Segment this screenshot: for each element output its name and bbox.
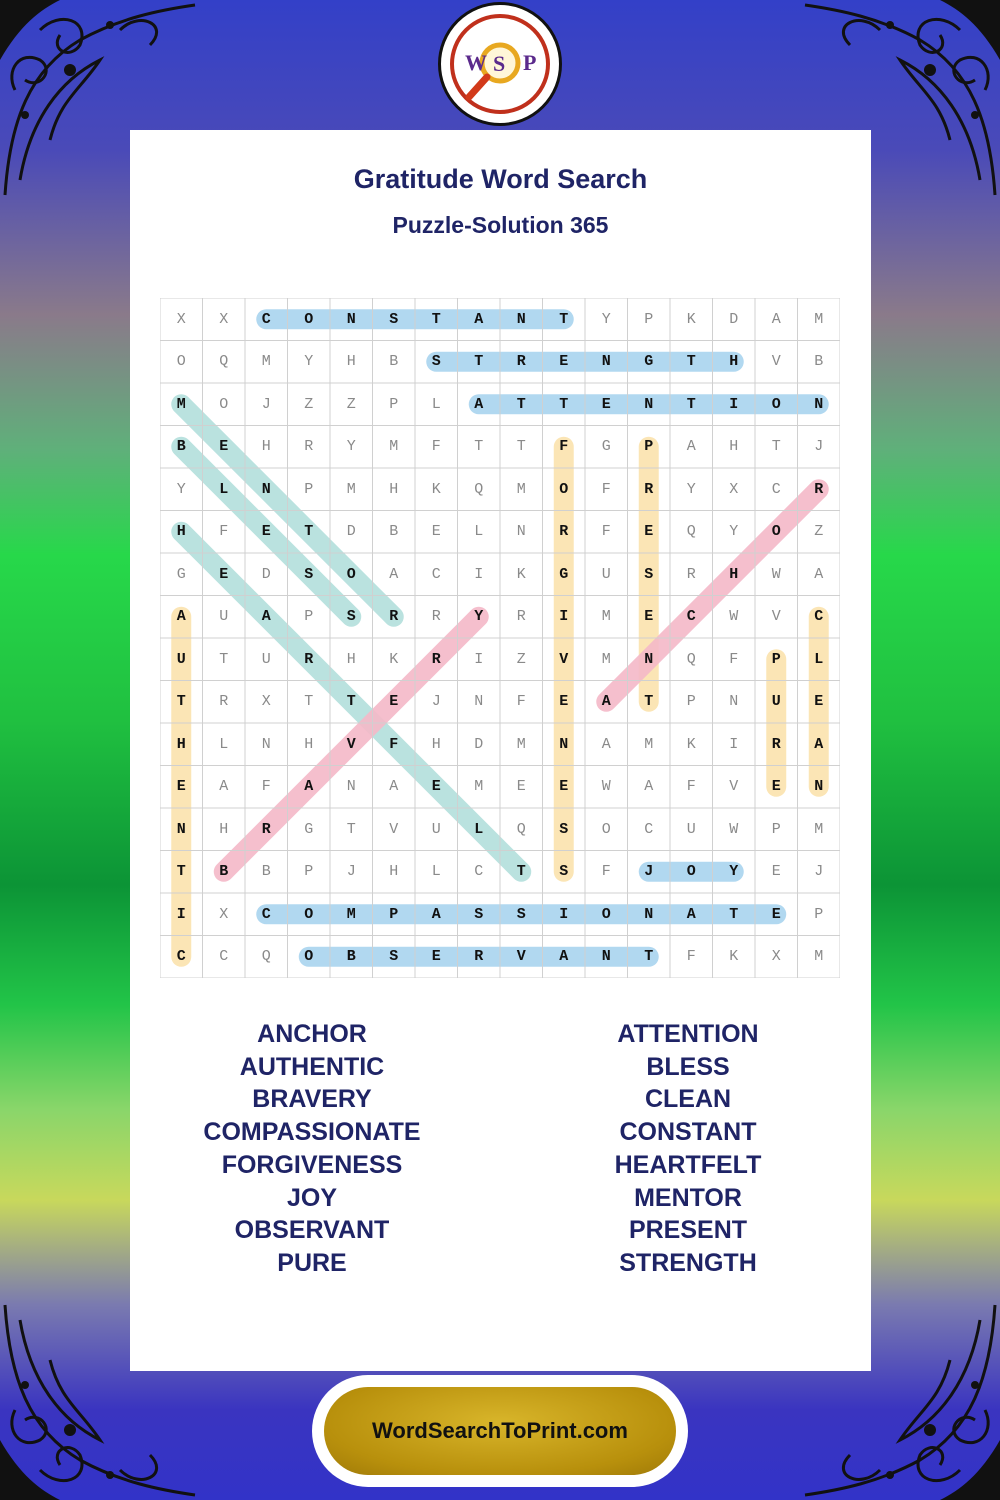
grid-letter: Q xyxy=(261,948,271,966)
grid-letter: M xyxy=(474,778,484,796)
grid-letter: S xyxy=(389,948,399,966)
grid-letter: R xyxy=(559,523,569,541)
grid-letter: L xyxy=(474,820,484,838)
grid-letter: V xyxy=(729,778,739,796)
grid-letter: T xyxy=(431,310,441,328)
grid-letter: I xyxy=(729,735,739,753)
grid-letter: I xyxy=(474,565,484,583)
grid-letter: H xyxy=(389,863,399,881)
grid-letter: M xyxy=(601,608,611,626)
grid-letter: F xyxy=(559,438,569,456)
grid-letter: S xyxy=(304,565,314,583)
grid-letter: M xyxy=(516,480,526,498)
grid-letter: N xyxy=(814,778,824,796)
grid-letter: Y xyxy=(686,480,696,498)
grid-letter: K xyxy=(686,735,696,753)
grid-letter: L xyxy=(431,863,441,881)
grid-letter: A xyxy=(686,438,696,456)
grid-letter: N xyxy=(176,820,186,838)
grid-letter: N xyxy=(559,735,569,753)
grid-letter: X xyxy=(771,948,781,966)
grid-letter: Y xyxy=(729,863,739,881)
grid-letter: P xyxy=(814,905,824,923)
word-list-item: FORGIVENESS xyxy=(221,1150,403,1179)
grid-letter: O xyxy=(304,905,314,923)
grid-letter: Q xyxy=(686,650,696,668)
grid-letter: C xyxy=(261,905,271,923)
word-list-left xyxy=(147,1018,477,1280)
word-list-item: ATTENTION xyxy=(617,1020,759,1048)
grid-letter: A xyxy=(601,735,611,753)
grid-letter: R xyxy=(644,480,654,498)
grid-letter: N xyxy=(261,480,271,498)
grid-letter: M xyxy=(601,650,611,668)
grid-letter: V xyxy=(346,735,356,753)
word-list-item: MENTOR xyxy=(634,1183,742,1212)
grid-letter: I xyxy=(559,905,569,923)
grid-letter: V xyxy=(516,948,526,966)
grid-letter: S xyxy=(559,820,569,838)
grid-letter: B xyxy=(814,353,824,371)
word-list-item: HEARTFELT xyxy=(614,1150,762,1179)
grid-letter: T xyxy=(686,353,696,371)
grid-letter: W xyxy=(729,608,739,626)
grid-letter: T xyxy=(559,395,569,413)
grid-letter: T xyxy=(346,693,356,711)
grid-letter: G xyxy=(304,820,314,838)
grid-letter: S xyxy=(474,905,484,923)
grid-letter: O xyxy=(771,395,781,413)
grid-letter: G xyxy=(559,565,569,583)
grid-letter: U xyxy=(176,650,186,668)
page-title: Gratitude Word Search xyxy=(353,164,648,194)
grid-letter: R xyxy=(431,650,441,668)
grid-letter: E xyxy=(261,523,271,541)
grid-letter: C xyxy=(644,820,654,838)
grid-letter: H xyxy=(729,353,739,371)
grid-letter: F xyxy=(729,650,739,668)
grid-letter: X xyxy=(176,310,186,328)
grid-letter: V xyxy=(559,650,569,668)
grid-letter: F xyxy=(686,778,696,796)
grid-letter: F xyxy=(219,523,229,541)
grid-letter: N xyxy=(346,310,356,328)
grid-letter: C xyxy=(686,608,696,626)
grid-letter: R xyxy=(261,820,271,838)
word-list-item: PURE xyxy=(277,1248,347,1277)
grid-letter: I xyxy=(474,650,484,668)
grid-letter: D xyxy=(261,565,271,583)
grid-letter: X xyxy=(729,480,739,498)
grid-letter: U xyxy=(601,565,611,583)
grid-letter: N xyxy=(814,395,824,413)
grid-letter: E xyxy=(219,565,229,583)
grid-letter: A xyxy=(814,735,824,753)
grid-letter: P xyxy=(304,608,314,626)
grid-letter: T xyxy=(516,395,526,413)
grid-letter: F xyxy=(516,693,526,711)
grid-letter: Z xyxy=(814,523,824,541)
grid-letter: F xyxy=(601,480,611,498)
grid-letter: F xyxy=(261,778,271,796)
grid-letter: B xyxy=(176,438,186,456)
page-subtitle: Puzzle-Solution 365 xyxy=(392,212,609,238)
grid-letter: O xyxy=(601,905,611,923)
grid-letter: O xyxy=(219,395,229,413)
logo-letter-w: W xyxy=(465,50,487,75)
grid-letter: P xyxy=(304,863,314,881)
grid-letter: F xyxy=(601,863,611,881)
grid-letter: G xyxy=(176,565,186,583)
letter-grid xyxy=(160,298,840,978)
site-link[interactable]: WordSearchToPrint.com xyxy=(324,1387,676,1475)
grid-letter: S xyxy=(559,863,569,881)
grid-letter: T xyxy=(729,905,739,923)
grid-letter: T xyxy=(559,310,569,328)
grid-letter: O xyxy=(304,948,314,966)
grid-letter: N xyxy=(601,353,611,371)
grid-letter: E xyxy=(176,778,186,796)
word-list-item: BLESS xyxy=(646,1052,730,1081)
grid-letter: I xyxy=(176,905,186,923)
grid-letter: R xyxy=(686,565,696,583)
grid-letter: O xyxy=(771,523,781,541)
grid-letter: O xyxy=(304,310,314,328)
grid-letter: S xyxy=(389,310,399,328)
grid-letter: J xyxy=(261,395,271,413)
grid-letter: M xyxy=(176,395,186,413)
grid-letter: Z xyxy=(346,395,356,413)
grid-letter: X xyxy=(219,905,229,923)
grid-letter: E xyxy=(389,693,399,711)
grid-letter: G xyxy=(644,353,654,371)
grid-letter: E xyxy=(644,523,654,541)
magnifier-logo-icon xyxy=(441,5,559,123)
grid-letter: A xyxy=(261,608,271,626)
grid-letter: T xyxy=(474,438,484,456)
grid-letter: E xyxy=(601,395,611,413)
grid-letter: Y xyxy=(304,353,314,371)
grid-letter: O xyxy=(346,565,356,583)
grid-letter: M xyxy=(261,353,271,371)
grid-letter: O xyxy=(176,353,186,371)
grid-letter: E xyxy=(431,948,441,966)
grid-letter: N xyxy=(516,523,526,541)
grid-letter: H xyxy=(346,650,356,668)
grid-letter: U xyxy=(431,820,441,838)
grid-letter: P xyxy=(644,438,654,456)
grid-letter: Y xyxy=(729,523,739,541)
grid-letter: L xyxy=(219,480,229,498)
word-list-right xyxy=(523,1018,853,1280)
grid-letter: S xyxy=(346,608,356,626)
grid-letter: H xyxy=(729,438,739,456)
grid-letter: J xyxy=(814,863,824,881)
grid-letter: M xyxy=(814,820,824,838)
grid-letter: T xyxy=(644,948,654,966)
word-list-item: ANCHOR xyxy=(257,1020,367,1048)
grid-letter: M xyxy=(644,735,654,753)
grid-letter: Q xyxy=(516,820,526,838)
grid-letter: Q xyxy=(474,480,484,498)
grid-letter: Z xyxy=(304,395,314,413)
grid-letter: H xyxy=(176,523,186,541)
grid-letter: U xyxy=(219,608,229,626)
grid-letter: R xyxy=(474,948,484,966)
grid-letter: C xyxy=(176,948,186,966)
grid-letter: Y xyxy=(601,310,611,328)
grid-letter: A xyxy=(176,608,186,626)
grid-letter: K xyxy=(389,650,399,668)
grid-letter: N xyxy=(601,948,611,966)
grid-letter: P xyxy=(644,310,654,328)
grid-letter: E xyxy=(814,693,824,711)
grid-letter: R xyxy=(814,480,824,498)
logo-letter-p: P xyxy=(523,50,537,75)
grid-letter: M xyxy=(516,735,526,753)
grid-letter: P xyxy=(304,480,314,498)
grid-letter: T xyxy=(219,650,229,668)
grid-letter: C xyxy=(814,608,824,626)
grid-letter: G xyxy=(601,438,611,456)
word-list-item: JOY xyxy=(286,1183,338,1212)
grid-letter: H xyxy=(304,735,314,753)
grid-letter: T xyxy=(771,438,781,456)
grid-letter: F xyxy=(389,735,399,753)
grid-letter: M xyxy=(346,480,356,498)
grid-letter: A xyxy=(304,778,314,796)
grid-letter: Y xyxy=(474,608,484,626)
grid-letter: U xyxy=(771,693,781,711)
grid-letter: C xyxy=(431,565,441,583)
grid-letter: L xyxy=(474,523,484,541)
grid-letter: J xyxy=(431,693,441,711)
grid-letter: T xyxy=(516,863,526,881)
grid-letter: B xyxy=(219,863,229,881)
grid-letter: E xyxy=(559,778,569,796)
grid-letter: M xyxy=(389,438,399,456)
grid-letter: J xyxy=(346,863,356,881)
grid-letter: A xyxy=(431,905,441,923)
grid-letter: A xyxy=(559,948,569,966)
grid-letter: Q xyxy=(686,523,696,541)
grid-letter: R xyxy=(431,608,441,626)
word-list-item: COMPASSIONATE xyxy=(203,1118,421,1147)
grid-letter: C xyxy=(474,863,484,881)
grid-letter: V xyxy=(771,608,781,626)
grid-letter: H xyxy=(261,438,271,456)
word-list-item: PRESENT xyxy=(628,1216,748,1245)
grid-letter: N xyxy=(729,693,739,711)
grid-letter: E xyxy=(431,778,441,796)
grid-letter: Z xyxy=(516,650,526,668)
grid-letter: O xyxy=(601,820,611,838)
grid-letter: U xyxy=(686,820,696,838)
grid-letter: R xyxy=(389,608,399,626)
grid-letter: R xyxy=(304,438,314,456)
grid-letter: S xyxy=(644,565,654,583)
logo-letter-s: S xyxy=(493,51,506,76)
grid-letter: C xyxy=(771,480,781,498)
grid-letter: H xyxy=(729,565,739,583)
puzzle-panel xyxy=(130,130,871,1371)
grid-letter: F xyxy=(601,523,611,541)
grid-letter: J xyxy=(814,438,824,456)
grid-letter: K xyxy=(516,565,526,583)
grid-letter: B xyxy=(389,523,399,541)
grid-letter: R xyxy=(219,693,229,711)
grid-letter: A xyxy=(219,778,229,796)
grid-letter: P xyxy=(771,650,781,668)
grid-letter: F xyxy=(431,438,441,456)
grid-letter: T xyxy=(304,693,314,711)
grid-letter: N xyxy=(346,778,356,796)
grid-letter: H xyxy=(176,735,186,753)
grid-letter: F xyxy=(686,948,696,966)
grid-letter: E xyxy=(771,905,781,923)
grid-letter: A xyxy=(686,905,696,923)
grid-letter: P xyxy=(389,395,399,413)
grid-letter: L xyxy=(814,650,824,668)
grid-letter: Q xyxy=(219,353,229,371)
grid-letter: A xyxy=(644,778,654,796)
grid-letter: Y xyxy=(346,438,356,456)
word-list-item: CLEAN xyxy=(644,1085,732,1114)
grid-letter: K xyxy=(431,480,441,498)
grid-letter: R xyxy=(304,650,314,668)
wsp-logo xyxy=(438,2,562,126)
grid-letter: H xyxy=(219,820,229,838)
grid-letter: K xyxy=(686,310,696,328)
grid-letter: T xyxy=(304,523,314,541)
grid-letter: R xyxy=(516,353,526,371)
grid-letter: V xyxy=(389,820,399,838)
grid-letter: W xyxy=(601,778,611,796)
word-list-item: AUTHENTIC xyxy=(239,1052,385,1081)
grid-letter: T xyxy=(346,820,356,838)
word-list-item: OBSERVANT xyxy=(234,1216,390,1245)
grid-letter: N xyxy=(516,310,526,328)
grid-letter: E xyxy=(771,863,781,881)
grid-letter: T xyxy=(686,395,696,413)
grid-letter: E xyxy=(644,608,654,626)
grid-letter: T xyxy=(474,353,484,371)
grid-letter: D xyxy=(346,523,356,541)
grid-letter: C xyxy=(261,310,271,328)
grid-letter: U xyxy=(261,650,271,668)
grid-letter: O xyxy=(686,863,696,881)
grid-letter: E xyxy=(559,353,569,371)
grid-letter: N xyxy=(474,693,484,711)
grid-letter: V xyxy=(771,353,781,371)
grid-letter: A xyxy=(474,310,484,328)
word-list-item: STRENGTH xyxy=(619,1248,757,1277)
grid-letter: E xyxy=(219,438,229,456)
grid-letter: A xyxy=(389,565,399,583)
grid-letter: L xyxy=(431,395,441,413)
grid-letter: N xyxy=(644,905,654,923)
grid-letter: I xyxy=(559,608,569,626)
grid-letter: P xyxy=(771,820,781,838)
grid-letter: N xyxy=(261,735,271,753)
grid-letter: P xyxy=(686,693,696,711)
grid-letter: T xyxy=(176,693,186,711)
grid-letter: D xyxy=(474,735,484,753)
grid-letter: B xyxy=(261,863,271,881)
grid-letter: A xyxy=(601,693,611,711)
grid-letter: X xyxy=(261,693,271,711)
grid-letter: O xyxy=(559,480,569,498)
word-search-grid xyxy=(160,298,840,978)
grid-letter: N xyxy=(644,650,654,668)
grid-letter: M xyxy=(814,948,824,966)
grid-letter: C xyxy=(219,948,229,966)
grid-letter: B xyxy=(389,353,399,371)
grid-letter: P xyxy=(389,905,399,923)
grid-letter: E xyxy=(771,778,781,796)
footer-badge[interactable] xyxy=(312,1375,688,1487)
grid-letter: T xyxy=(516,438,526,456)
word-list-item: BRAVERY xyxy=(252,1085,372,1114)
grid-letter: A xyxy=(474,395,484,413)
grid-letter: L xyxy=(219,735,229,753)
grid-letter: M xyxy=(346,905,356,923)
grid-letter: W xyxy=(729,820,739,838)
word-list-item: CONSTANT xyxy=(619,1118,757,1147)
grid-letter: S xyxy=(431,353,441,371)
grid-letter: X xyxy=(219,310,229,328)
grid-letter: A xyxy=(771,310,781,328)
grid-letter: E xyxy=(516,778,526,796)
grid-letter: S xyxy=(516,905,526,923)
grid-letter: A xyxy=(389,778,399,796)
grid-letter: M xyxy=(814,310,824,328)
grid-letter: A xyxy=(814,565,824,583)
grid-letter: E xyxy=(559,693,569,711)
grid-letter: T xyxy=(176,863,186,881)
grid-letter: B xyxy=(346,948,356,966)
grid-letter: H xyxy=(346,353,356,371)
grid-letter: H xyxy=(389,480,399,498)
grid-letter: T xyxy=(644,693,654,711)
grid-letter: E xyxy=(431,523,441,541)
grid-letter: Y xyxy=(176,480,186,498)
grid-letter: N xyxy=(644,395,654,413)
grid-letter: H xyxy=(431,735,441,753)
grid-letter: R xyxy=(771,735,781,753)
grid-letter: J xyxy=(644,863,654,881)
grid-letter: K xyxy=(729,948,739,966)
grid-letter: D xyxy=(729,310,739,328)
grid-letter: R xyxy=(516,608,526,626)
grid-letter: I xyxy=(729,395,739,413)
grid-letter: W xyxy=(771,565,781,583)
